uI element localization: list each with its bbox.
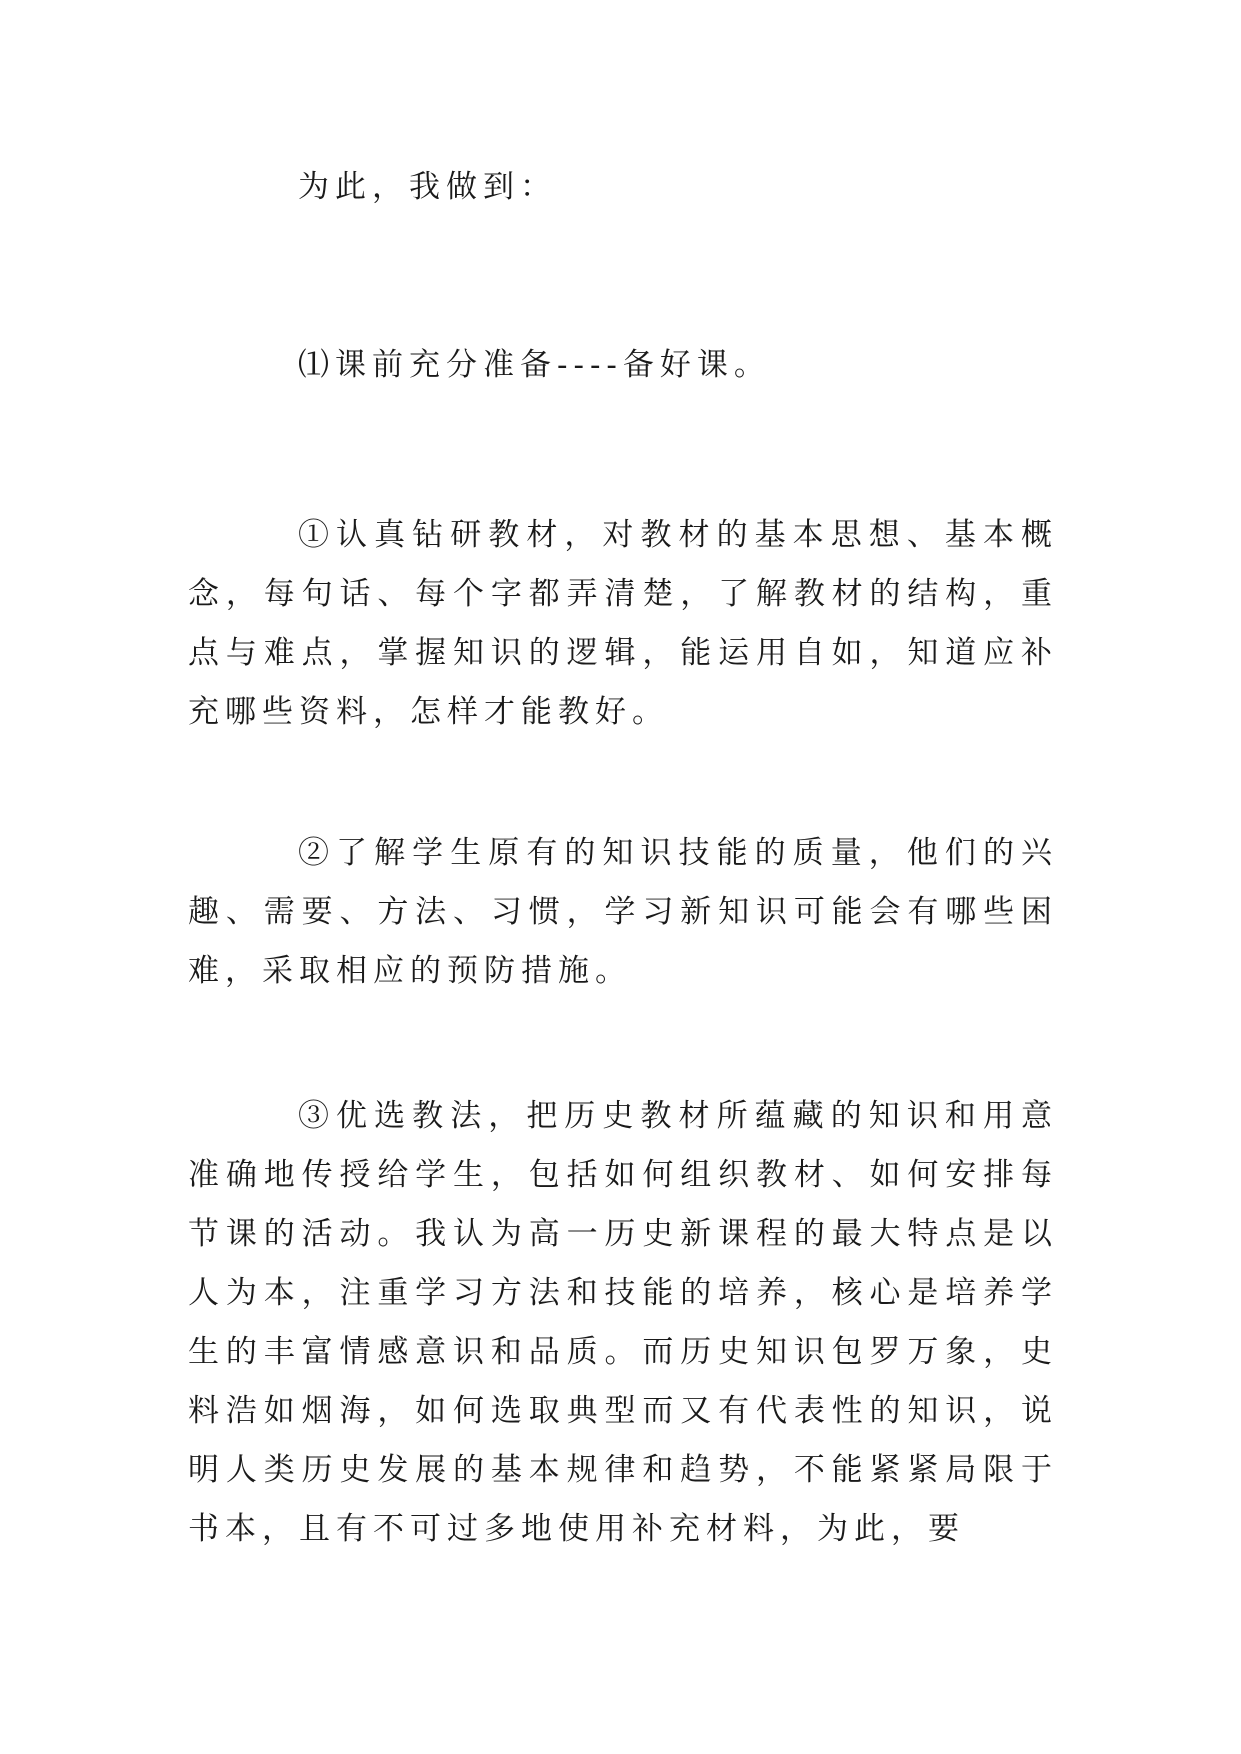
paragraph-intro: 为此，我做到： (298, 169, 557, 205)
paragraph-heading-prepare-lessons: ⑴课前充分准备----备好课。 (298, 347, 771, 383)
paragraph-study-textbook: ①认真钻研教材，对教材的基本思想、基本概念，每句话、每个字都弄清楚，了解教材的结构，重点与难点，掌握知识的逻辑，能运用自如，知道应补充哪些资料，怎样才能教好。 (188, 517, 1058, 730)
paragraph-understand-students: ②了解学生原有的知识技能的质量，他们的兴趣、需要、方法、习惯，学习新知识可能会有哪些困难，采取相应的预防措施。 (188, 835, 1058, 989)
paragraph-choose-methods: ③优选教法，把历史教材所蕴藏的知识和用意准确地传授给学生，包括如何组织教材、如何安排每节课的活动。我认为高一历史新课程的最大特点是以人为本，注重学习方法和技能的培养，核心是培养学生的丰富情感意识和品质。而历史知识包罗万象，史料浩如烟海，如何选取典型而又有代表性的知识，说明人类历史发展的基本规律和趋势，不能紧紧局限于书本，且有不可过多地使用补充材料，为此，要 (188, 1098, 1058, 1547)
